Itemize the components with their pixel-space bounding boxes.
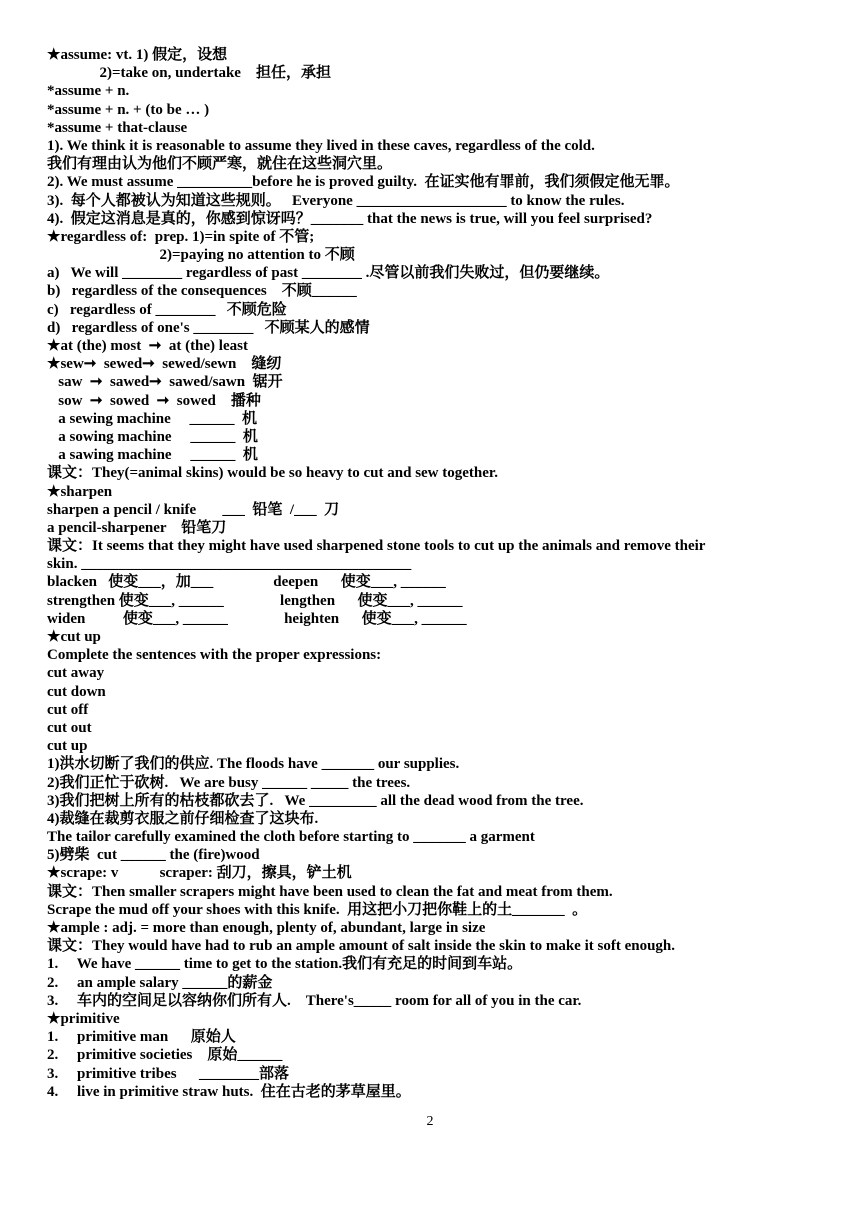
- text-line: sow ➞ sowed ➞ sowed 播种: [47, 392, 261, 409]
- text-line: 2). We must assume __________before he is proved guilty. 在证实他有罪前，我们须假定他无罪。: [47, 174, 680, 191]
- text-line: ★at (the) most ➞ at (the) least: [47, 338, 248, 354]
- document-body: [47, 46, 822, 1101]
- text-line: 2)=paying no attention to 不顾: [47, 247, 355, 264]
- text-line: The tailor carefully examined the cloth before starting to _______ a garment: [47, 829, 535, 846]
- text-line: 2)=take on, undertake 担任，承担: [47, 65, 331, 82]
- text-line: cut away: [47, 665, 105, 682]
- text-line: sharpen a pencil / knife ___ 铅笔 /___ 刀: [47, 501, 340, 518]
- text-line: ★sharpen: [47, 483, 113, 500]
- text-line: Scrape the mud off your shoes with this knife. 用这把小刀把你鞋上的土_______ 。: [47, 901, 588, 918]
- text-line: d) regardless of one's ________ 不顾某人的感情: [47, 319, 370, 336]
- text-line: saw ➞ sawed➞ sawed/sawn 锯开: [47, 374, 283, 391]
- page-number: 2: [426, 1114, 434, 1129]
- text-line: Complete the sentences with the proper expressions:: [47, 647, 382, 664]
- text-line: cut off: [47, 701, 89, 718]
- text-line: 4). 假定这消息是真的，你感到惊讶吗？_______ that the news is true, will you feel surprised?: [47, 210, 653, 227]
- text-line: 3). 每个人都被认为知道这些规则。 Everyone ____________________ to know the rules.: [47, 192, 625, 209]
- text-line: *assume + n.: [47, 83, 130, 100]
- text-line: ★assume: vt. 1) 假定，设想: [47, 47, 228, 63]
- text-line: a sowing machine ______ 机: [47, 428, 258, 445]
- text-line: 1). We think it is reasonable to assume they lived in these caves, regardless of the cold.: [47, 137, 595, 154]
- text-line: 课文：Then smaller scrapers might have been used to clean the fat and meat from them.: [47, 883, 613, 900]
- text-line: 5)劈柴 cut ______ the (fire)wood: [47, 847, 260, 864]
- text-line: cut out: [47, 719, 92, 736]
- text-line: 2)我们正忙于砍树. We are busy ______ _____ the trees.: [47, 774, 411, 791]
- text-line: *assume + n. + (to be … ): [47, 101, 210, 118]
- text-line: 1. primitive man 原始人: [47, 1029, 236, 1046]
- text-line: ★primitive: [47, 1010, 120, 1027]
- text-line: a) We will ________ regardless of past ________ .尽管以前我们失败过，但仍要继续。: [47, 265, 610, 282]
- text-line: skin. ____________________________________________: [47, 556, 412, 573]
- text-line: 课文：They would have had to rub an ample amount of salt inside the skin to make it soft enough.: [47, 938, 676, 955]
- text-line: cut down: [47, 683, 106, 700]
- text-line: 3. 车内的空间足以容纳你们所有人. There's_____ room for all of you in the car.: [47, 992, 582, 1009]
- text-line: a sawing machine ______ 机: [47, 447, 258, 464]
- text-line: cut up: [47, 738, 88, 755]
- text-line: blacken 使变___，加___ deepen 使变___, ______: [47, 574, 446, 591]
- text-line: ★ample : adj. = more than enough, plenty of, abundant, large in size: [47, 920, 486, 936]
- text-line: widen 使变___, ______ heighten 使变___, ______: [47, 610, 467, 627]
- text-line: ★cut up: [47, 629, 101, 645]
- text-line: 3. primitive tribes ________部落: [47, 1065, 290, 1082]
- text-line: 课文：They(=animal skins) would be so heavy to cut and sew together.: [47, 465, 498, 482]
- text-line: 4)裁缝在裁剪衣服之前仔细检查了这块布.: [47, 810, 319, 827]
- text-line: ★sew➞ sewed➞ sewed/sewn 缝纫: [47, 356, 282, 373]
- text-line: *assume + that-clause: [47, 119, 188, 136]
- text-line: a sewing machine ______ 机: [47, 410, 258, 427]
- text-line: 课文：It seems that they might have used sharpened stone tools to cut up the animals and remove their: [47, 538, 706, 555]
- text-line: c) regardless of ________ 不顾危险: [47, 301, 287, 318]
- text-line: b) regardless of the consequences 不顾______: [47, 283, 357, 300]
- text-line: ★scrape: v scraper: 刮刀，擦具，铲土机: [47, 865, 352, 882]
- text-line: a pencil-sharpener 铅笔刀: [47, 519, 227, 536]
- text-line: 2. primitive societies 原始______: [47, 1047, 283, 1064]
- text-line: 4. live in primitive straw huts. 住在古老的茅草屋里。: [47, 1083, 411, 1100]
- text-line: 我们有理由认为他们不顾严寒，就住在这些洞穴里。: [47, 156, 393, 173]
- text-line: strengthen 使变___, ______ lengthen 使变___, ______: [47, 592, 463, 609]
- text-line: 1)洪水切断了我们的供应. The floods have _______ our supplies.: [47, 756, 460, 773]
- text-line: 2. an ample salary ______的薪金: [47, 974, 273, 991]
- text-line: ★regardless of: prep. 1)=in spite of 不管;: [47, 228, 315, 245]
- text-line: 3)我们把树上所有的枯枝都砍去了. We _________ all the dead wood from the tree.: [47, 792, 584, 809]
- text-line: 1. We have ______ time to get to the station.我们有充足的时间到车站。: [47, 956, 523, 973]
